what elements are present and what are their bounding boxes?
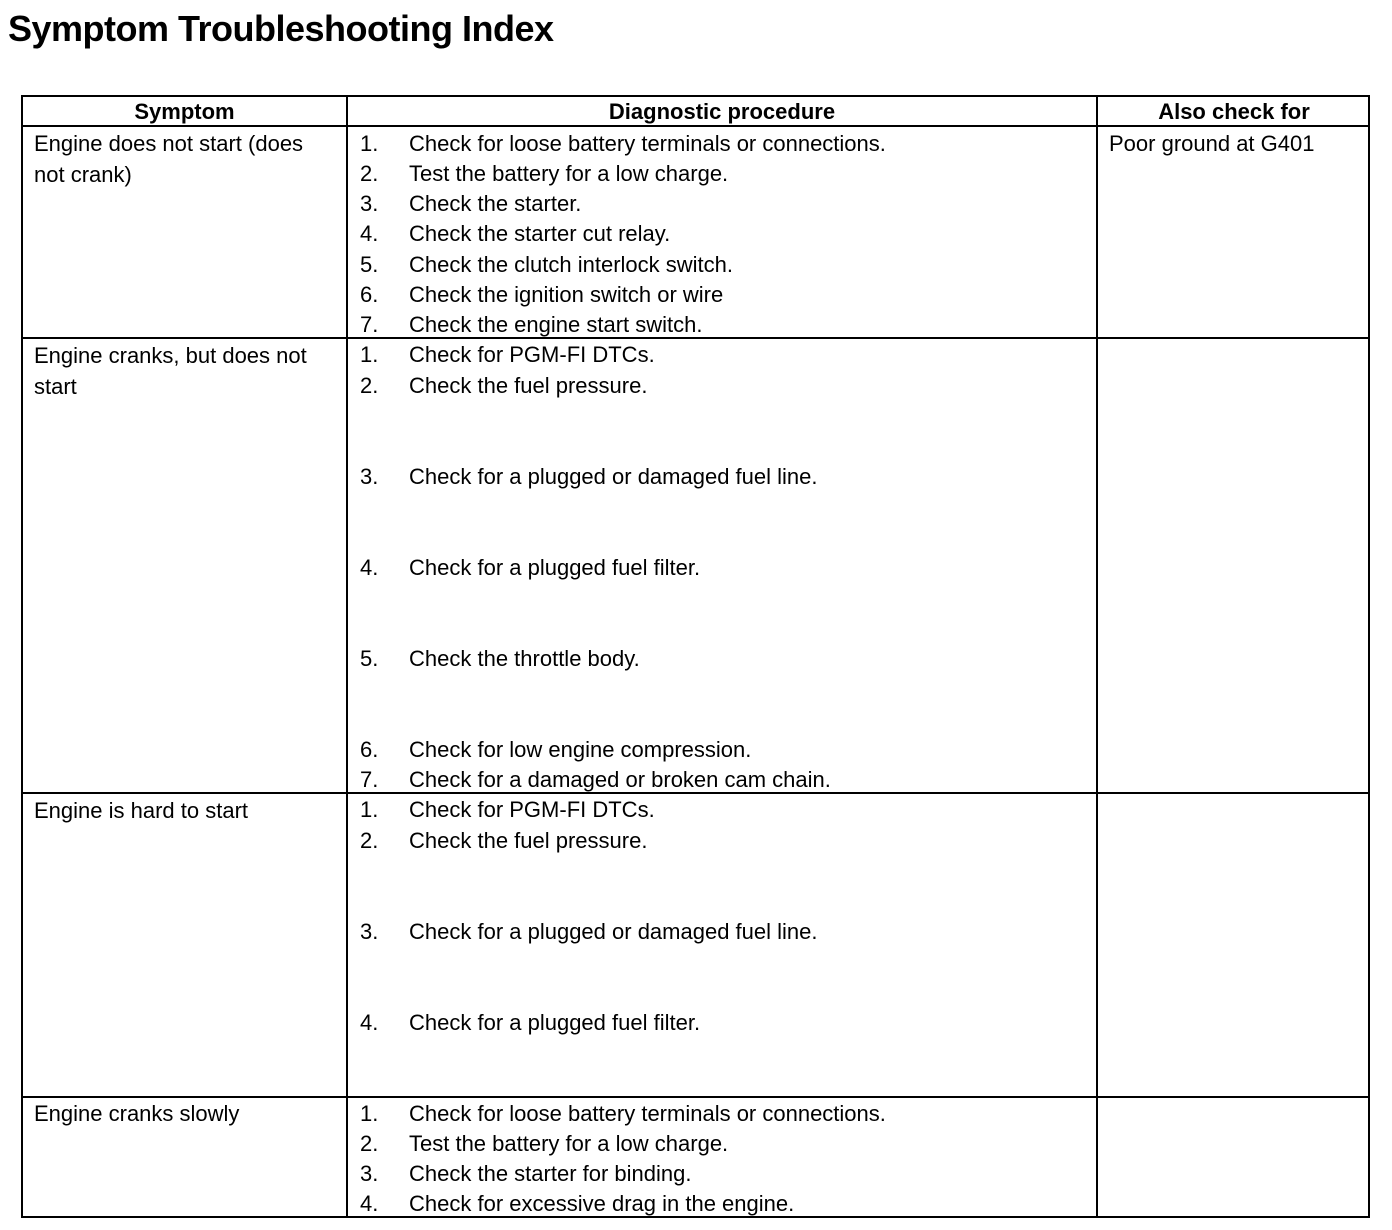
step-number: 3. (360, 1161, 379, 1186)
symptom-cell: Engine cranks slowly (34, 1101, 240, 1126)
step-number: 5. (360, 646, 379, 671)
page-title: Symptom Troubleshooting Index (8, 8, 554, 49)
step-text: Check for a plugged or damaged fuel line. (409, 919, 818, 944)
step-number: 3. (360, 464, 379, 489)
header-diagnostic-procedure: Diagnostic procedure (608, 99, 836, 124)
step-text: Check for low engine compression. (409, 737, 752, 762)
step-number: 7. (360, 312, 379, 337)
step-text: Check the starter. (409, 191, 582, 216)
step-number: 1. (360, 797, 379, 822)
step-text: Test the battery for a low charge. (409, 1131, 729, 1156)
step-number: 7. (360, 767, 379, 792)
step-number: 3. (360, 191, 379, 216)
step-text: Check for PGM-FI DTCs. (409, 797, 655, 822)
symptom-cell: Engine does not start (does not crank) (34, 131, 304, 187)
step-text: Check the clutch interlock switch. (409, 252, 734, 277)
step-text: Check for loose battery terminals or connections. (409, 1101, 886, 1126)
step-text: Check the fuel pressure. (409, 828, 648, 853)
step-text: Check the starter cut relay. (409, 221, 671, 246)
step-text: Check the starter for binding. (409, 1161, 692, 1186)
step-text: Check for a plugged fuel filter. (409, 555, 701, 580)
step-number: 4. (360, 221, 379, 246)
step-text: Test the battery for a low charge. (409, 161, 729, 186)
step-text: Check for PGM-FI DTCs. (409, 342, 655, 367)
step-text: Check for a damaged or broken cam chain. (409, 767, 831, 792)
step-number: 6. (360, 737, 379, 762)
step-text: Check for a plugged or damaged fuel line. (409, 464, 818, 489)
header-also-check-for: Also check for (1158, 99, 1310, 124)
step-number: 6. (360, 282, 379, 307)
step-number: 4. (360, 1010, 379, 1035)
troubleshooting-table (21, 95, 1370, 1218)
step-number: 3. (360, 919, 379, 944)
step-number: 2. (360, 828, 379, 853)
row-divider (23, 1096, 1368, 1098)
step-number: 4. (360, 1191, 379, 1216)
column-divider (346, 97, 348, 1216)
step-text: Check for excessive drag in the engine. (409, 1191, 795, 1216)
step-text: Check the fuel pressure. (409, 373, 648, 398)
step-text: Check the throttle body. (409, 646, 640, 671)
symptom-cell: Engine is hard to start (34, 798, 249, 823)
step-text: Check the ignition switch or wire (409, 282, 724, 307)
step-text: Check for a plugged fuel filter. (409, 1010, 701, 1035)
step-number: 2. (360, 1131, 379, 1156)
step-number: 1. (360, 342, 379, 367)
step-number: 2. (360, 373, 379, 398)
step-number: 1. (360, 131, 379, 156)
also-check-cell: Poor ground at G401 (1109, 131, 1315, 156)
step-number: 2. (360, 161, 379, 186)
step-number: 5. (360, 252, 379, 277)
column-divider (1096, 97, 1098, 1216)
symptom-cell: Engine cranks, but does not start (34, 343, 307, 399)
step-number: 1. (360, 1101, 379, 1126)
step-text: Check for loose battery terminals or connections. (409, 131, 886, 156)
step-text: Check the engine start switch. (409, 312, 703, 337)
step-number: 4. (360, 555, 379, 580)
header-symptom: Symptom (134, 99, 235, 124)
